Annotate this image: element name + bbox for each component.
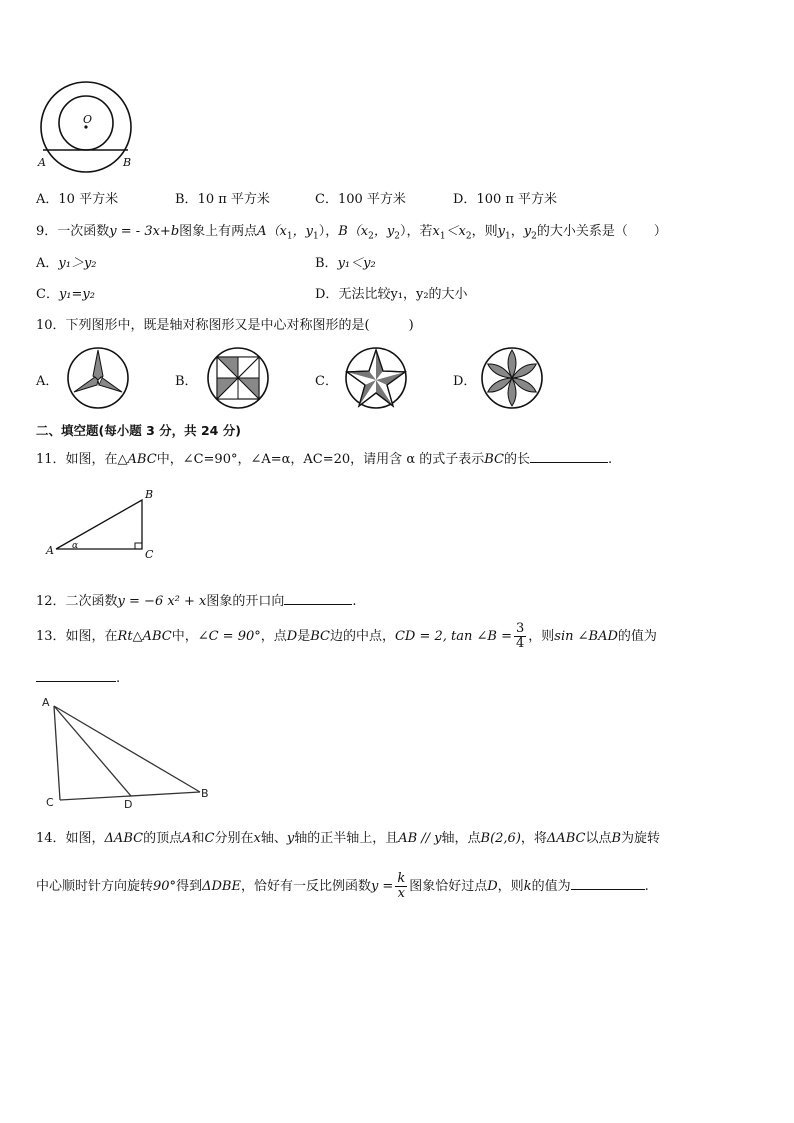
- q9-option-c: C．y₁=y₂: [36, 287, 95, 302]
- q14-stem-line2: 中心顺时针方向旋转90°得到ΔDBE，恰好有一反比例函数y = $\frac{k}{x}$ 图象恰好过点D，则k的值为 .: [36, 871, 649, 901]
- label-a: A: [46, 544, 54, 557]
- q10-letter-c: C．: [315, 374, 338, 389]
- label-a: A: [42, 696, 50, 709]
- q13-answer-line: .: [36, 668, 120, 686]
- q12-answer-blank[interactable]: [284, 591, 352, 605]
- label-c: C: [145, 548, 154, 561]
- q9-option-d: D．无法比较y₁，y₂的大小: [315, 287, 468, 302]
- q10-letter-d: D．: [453, 374, 477, 389]
- section2-title: 二、填空题(每小题 3 分，共 24 分): [36, 423, 241, 438]
- q10-letter-a: A．: [36, 374, 59, 389]
- q12-stem: 12．二次函数y = −6 x² + x图象的开口向 .: [36, 590, 357, 609]
- q13-answer-blank[interactable]: [36, 668, 116, 682]
- label-a: A: [38, 156, 46, 169]
- q10-letter-b: B．: [175, 374, 198, 389]
- q10-figure-b-pinwheel: [206, 346, 270, 410]
- q14-stem-line1: 14．如图，ΔABC的顶点A和C分别在x轴、y轴的正半轴上，且AB // y轴，点B(2,6)，将ΔABC以点B为旋转: [36, 831, 661, 846]
- q9-option-b: B．y₁＜y₂: [315, 256, 376, 271]
- q13-stem: 13．如图，在Rt△ABC中，∠C = 90°，点D是BC边的中点，CD = 2, tan ∠B = $\frac{3}{4}$ ，则sin ∠BAD的值为: [36, 621, 657, 651]
- q10-figure-c-star: [344, 346, 408, 410]
- q13-triangle-figure: [36, 694, 216, 812]
- q11-answer-blank[interactable]: [530, 449, 608, 463]
- q9-option-a: A．y₁＞y₂: [36, 256, 97, 271]
- q10-figure-a-tri-blade: [66, 346, 130, 410]
- q14-answer-blank[interactable]: [571, 876, 645, 890]
- label-b: B: [123, 156, 132, 169]
- q8-annulus-figure: [30, 80, 150, 175]
- q9-stem: 9．一次函数y = - 3x+b图象上有两点$A(x_1$，$y_1$），$B(x_2$，$y_2$），若$x_1<x_2$，则$y_1$，$y_2$的大小关系是（ ）: [36, 224, 667, 242]
- q8-option-c: C．100 平方米: [315, 192, 406, 207]
- label-c: C: [46, 796, 54, 809]
- label-o: O: [83, 113, 93, 126]
- label-b: B: [145, 488, 154, 501]
- q10-stem: 10．下列图形中，既是轴对称图形又是中心对称图形的是( ): [36, 318, 414, 333]
- fraction-3-4: $\frac{3}{4}$: [516, 621, 525, 651]
- q11-triangle-figure: [40, 488, 160, 560]
- q11-stem: 11．如图，在△ABC中，∠C=90°，∠A=α，AC=20，请用含 α 的式子表示BC的长 .: [36, 448, 612, 467]
- label-alpha: α: [72, 541, 79, 551]
- q10-figure-d-flower: [480, 346, 544, 410]
- label-d: D: [124, 798, 133, 811]
- fraction-k-x: $\frac{k}{x}$: [397, 871, 406, 901]
- q8-option-a: A．10 平方米: [36, 192, 119, 207]
- label-b: B: [201, 787, 209, 800]
- q8-option-d: D．100 π 平方米: [453, 192, 558, 207]
- q8-option-b: B．10 π 平方米: [175, 192, 270, 207]
